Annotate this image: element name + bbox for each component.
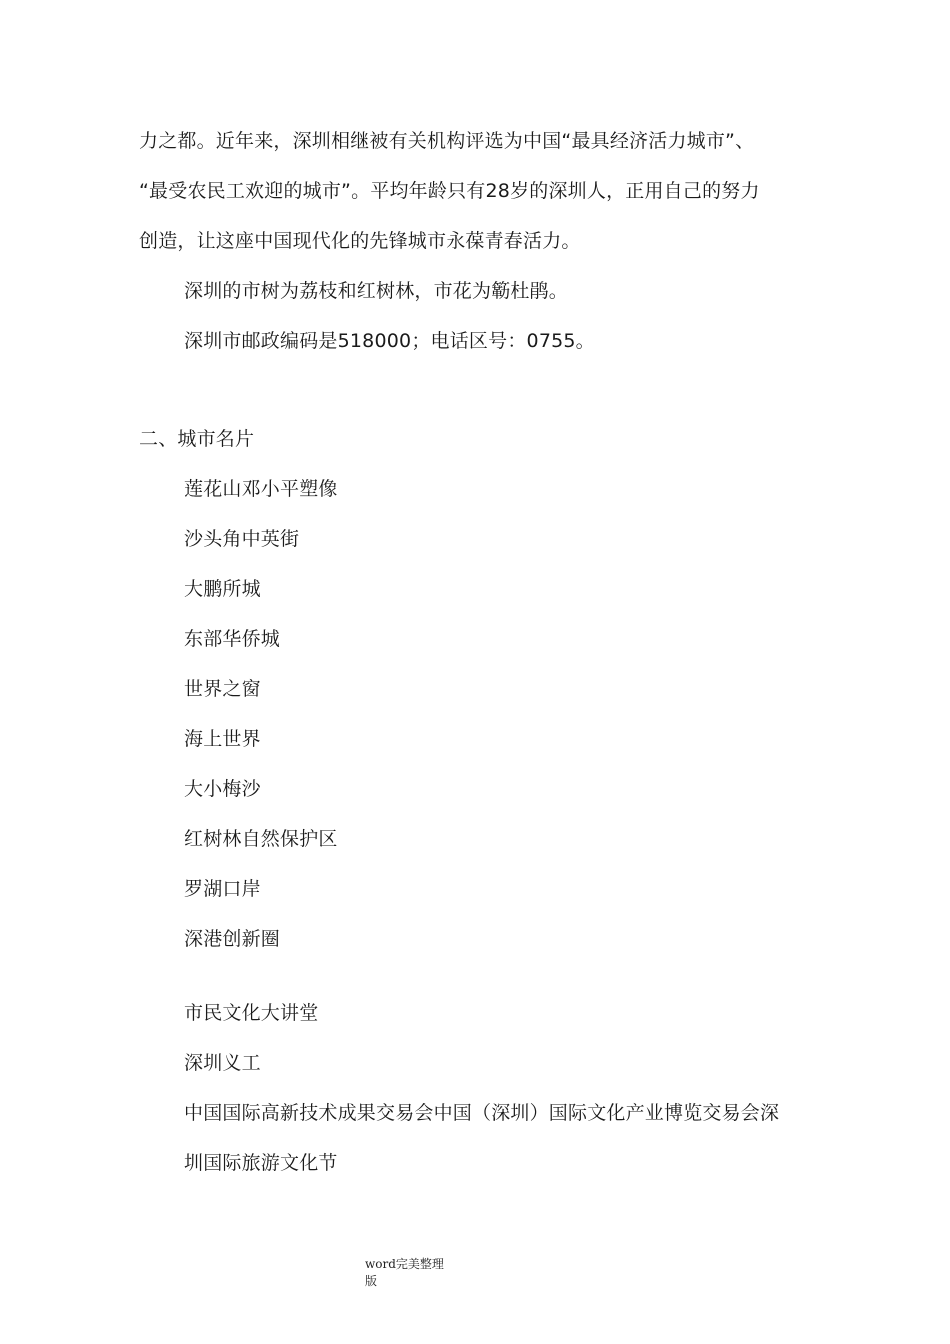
list-item-long-line-2: 圳国际旅游文化节 xyxy=(184,1152,338,1174)
list-item: 东部华侨城 xyxy=(184,628,281,650)
list-item: 莲花山邓小平塑像 xyxy=(184,478,338,500)
page-footer xyxy=(365,1256,465,1290)
list-item: 世界之窗 xyxy=(184,678,261,700)
section-heading: 二、城市名片 xyxy=(139,428,255,450)
list-item-long-line-1: 中国国际高新技术成果交易会中国（深圳）国际文化产业博览交易会深 xyxy=(184,1102,780,1124)
intro-line-1: 力之都。近年来，深圳相继被有关机构评选为中国“最具经济活力城市”、 xyxy=(139,130,755,152)
list-item: 深圳义工 xyxy=(184,1052,261,1074)
list-item: 市民文化大讲堂 xyxy=(184,1002,319,1024)
intro-line-3: 创造，让这座中国现代化的先锋城市永葆青春活力。 xyxy=(139,230,581,252)
list-item: 红树林自然保护区 xyxy=(184,828,338,850)
list-item: 深港创新圈 xyxy=(184,928,281,950)
intro-line-2: “最受农民工欢迎的城市”。平均年龄只有28岁的深圳人，正用自己的努力 xyxy=(139,180,760,202)
footer-line-2: 版 xyxy=(365,1274,378,1288)
list-item: 大鹏所城 xyxy=(184,578,261,600)
footer-line-1: word完美整理 xyxy=(365,1257,444,1271)
list-item: 罗湖口岸 xyxy=(184,878,261,900)
postal-code-paragraph: 深圳市邮政编码是518000；电话区号：0755。 xyxy=(184,330,595,352)
list-item: 沙头角中英街 xyxy=(184,528,300,550)
list-item: 海上世界 xyxy=(184,728,261,750)
city-tree-flower-paragraph: 深圳的市树为荔枝和红树林，市花为簕杜鹃。 xyxy=(184,280,569,302)
list-item: 大小梅沙 xyxy=(184,778,261,800)
